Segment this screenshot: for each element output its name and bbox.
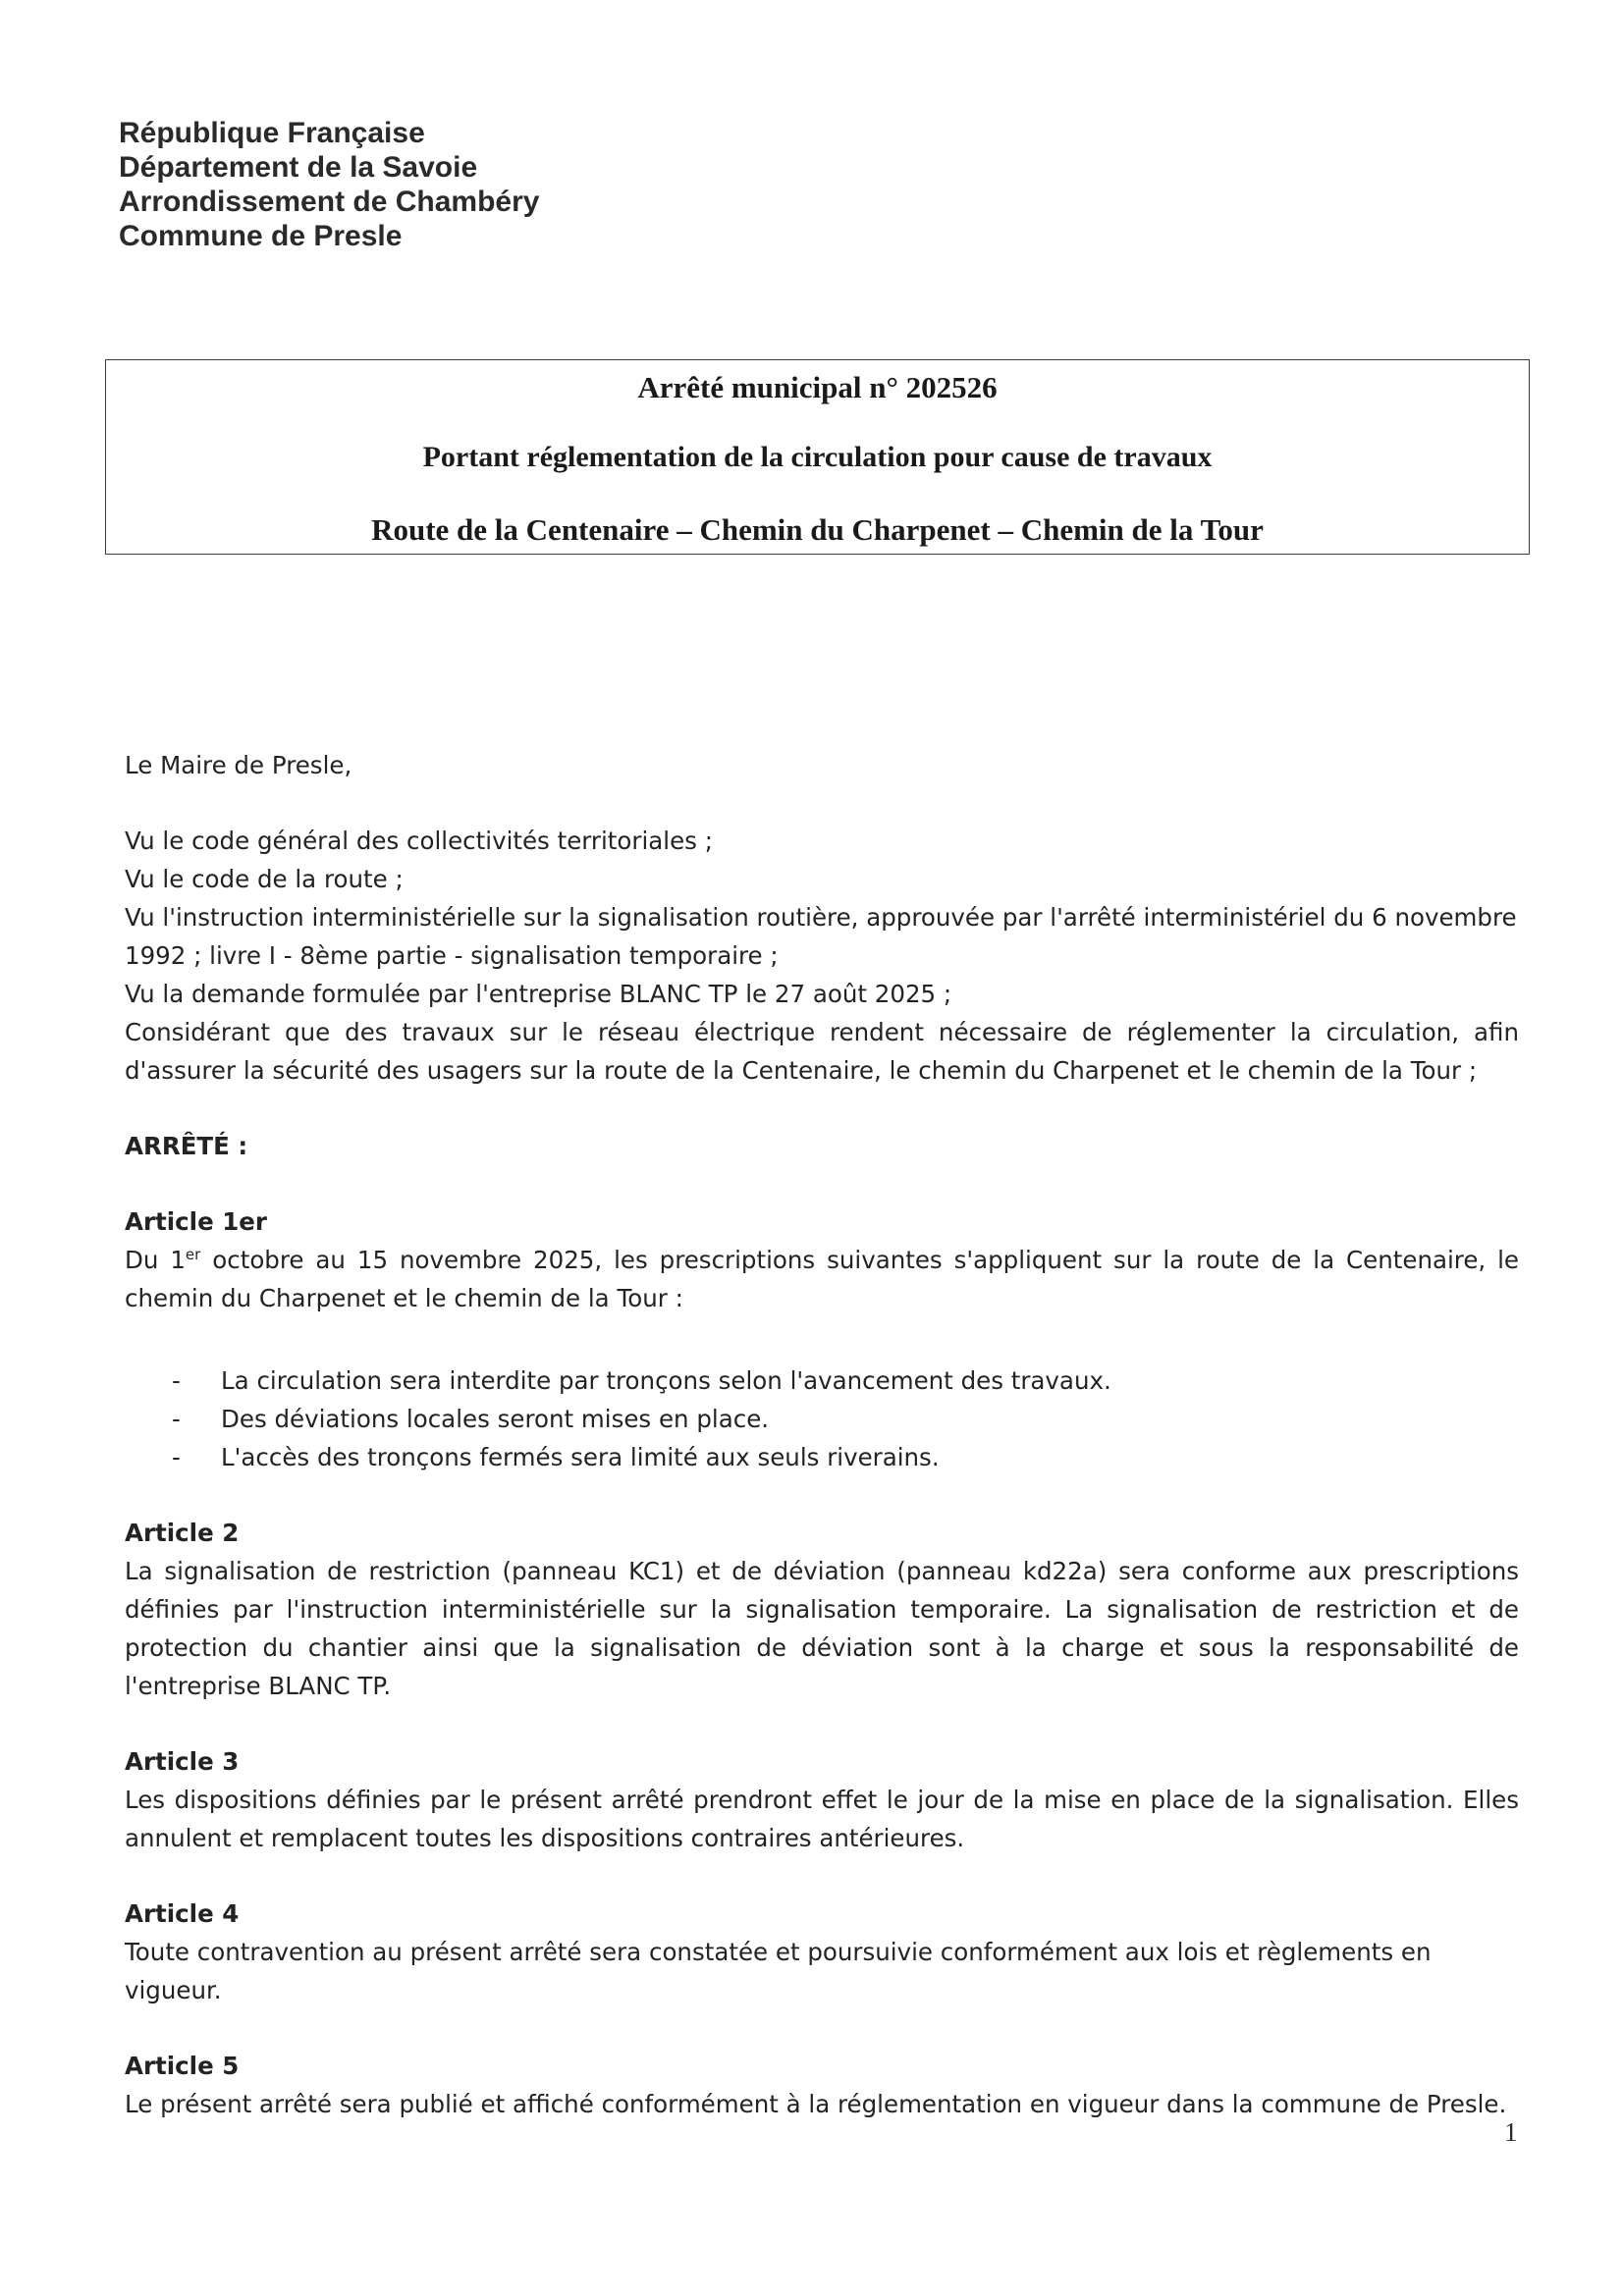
article-1-list bbox=[125, 1362, 1519, 1476]
list-item: - La circulation sera interdite par tronçons selon l'avancement des travaux. bbox=[172, 1362, 1519, 1400]
vu-line-1: Vu le code général des collectivités territoriales ; bbox=[125, 827, 713, 855]
mayor-intro: Le Maire de Presle, bbox=[125, 751, 352, 779]
header-department: Département de la Savoie bbox=[119, 151, 478, 184]
title-box bbox=[105, 359, 1530, 555]
header-country: République Française bbox=[119, 117, 425, 149]
article-3-title: Article 3 bbox=[125, 1747, 240, 1776]
decree-number: Arrêté municipal n° 202526 bbox=[637, 370, 998, 404]
vu-line-4: Vu la demande formulée par l'entreprise BLANC TP le 27 août 2025 ; bbox=[125, 980, 952, 1008]
article-1-text-prefix: Du 1 bbox=[125, 1246, 186, 1274]
page-number: 1 bbox=[1504, 2117, 1518, 2147]
vu-line-2: Vu le code de la route ; bbox=[125, 865, 404, 893]
considerant-line: Considérant que des travaux sur le réseau électrique rendent nécessaire de réglementer la circulation, afin d'assurer la sécurité des usagers sur la route de la Centenaire, le chemin du Charpenet et le chemin de la Tour ; bbox=[125, 1018, 1519, 1085]
vu-line-3: Vu l'instruction interministérielle sur la signalisation routière, approuvée par l'arrêté interministériel du 6 novembre 1992 ; livre I - 8ème partie - signalisation temporaire ; bbox=[125, 903, 1517, 970]
article-2-title: Article 2 bbox=[125, 1519, 240, 1547]
article-3-text: Les dispositions définies par le présent arrêté prendront effet le jour de la mise en place de la signalisation. Elles annulent et remplacent toutes les dispositions contraires antérieures. bbox=[125, 1786, 1519, 1852]
decree-subject: Portant réglementation de la circulation pour cause de travaux bbox=[422, 441, 1213, 473]
article-1-text-rest: octobre au 15 novembre 2025, les prescriptions suivantes s'appliquent sur la route de la Centenaire, le chemin du Charpenet et le chemin de la Tour : bbox=[125, 1246, 1519, 1312]
decree-roads: Route de la Centenaire – Chemin du Charpenet – Chemin de la Tour bbox=[371, 512, 1264, 547]
article-1-text-sup: er bbox=[185, 1245, 201, 1263]
article-4-text: Toute contravention au présent arrêté sera constatée et poursuivie conformément aux lois et règlements en vigueur. bbox=[125, 1938, 1432, 2004]
article-4-title: Article 4 bbox=[125, 1899, 240, 1928]
list-item: - L'accès des tronçons fermés sera limité aux seuls riverains. bbox=[172, 1438, 1519, 1476]
decree-body bbox=[125, 746, 1519, 2123]
article-5-title: Article 5 bbox=[125, 2052, 240, 2080]
arrete-label: ARRÊTÉ : bbox=[125, 1132, 248, 1160]
article-1-title: Article 1er bbox=[125, 1207, 267, 1236]
list-item: - Des déviations locales seront mises en place. bbox=[172, 1400, 1519, 1438]
article-5-text: Le présent arrêté sera publié et affiché conformément à la réglementation en vigueur dans la commune de Presle. bbox=[125, 2090, 1507, 2118]
issuer-header bbox=[119, 116, 539, 253]
header-commune: Commune de Presle bbox=[119, 220, 403, 252]
header-arrondissement: Arrondissement de Chambéry bbox=[119, 186, 540, 218]
article-2-text: La signalisation de restriction (panneau KC1) et de déviation (panneau kd22a) sera conforme aux prescriptions définies par l'instruction interministérielle sur la signalisation temporaire. La signalisation de restriction et de protection du chantier ainsi que la signalisation de déviation sont à la charge et sous la responsabilité de l'entreprise BLANC TP. bbox=[125, 1557, 1519, 1700]
article-1-text bbox=[125, 1241, 1519, 1317]
